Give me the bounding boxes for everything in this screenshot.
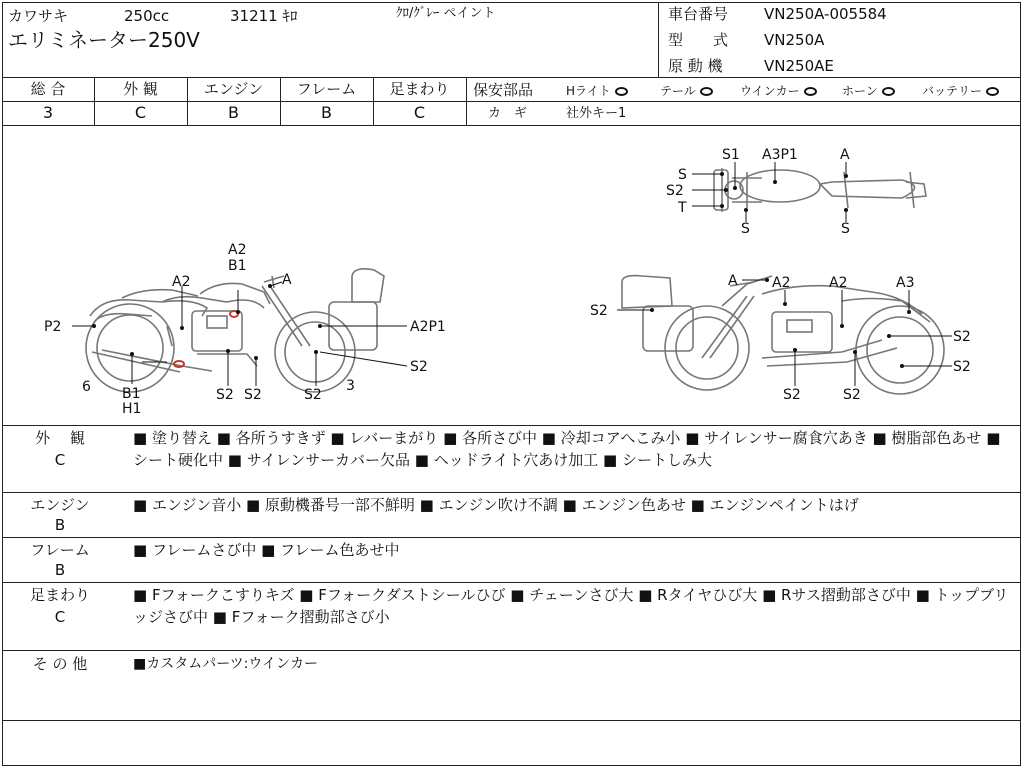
- grade-value-exterior: C: [134, 103, 147, 122]
- damage-diagram: [2, 126, 1021, 424]
- section-text-suspension: ■ Fフォークこすりキズ ■ Fフォークダストシールひび ■ チェーンさび大 ■ Rタイヤひび大 ■ Rサス摺動部さび中 ■ トップブリッジさび中 ■ Fフォーク摺動部さび小: [133, 586, 1009, 626]
- top-view-bike-icon: [714, 168, 926, 212]
- grade-col-5: [466, 77, 467, 125]
- grade-header-exterior: 外 観: [123, 80, 158, 98]
- diag-label: 3: [346, 378, 355, 394]
- color: ｸﾛ/ｸﾞﾚｰ ペイント: [396, 6, 496, 21]
- section-grade-frame: B: [54, 561, 66, 579]
- diag-label: S1: [722, 147, 740, 163]
- diag-label: S2: [783, 387, 801, 403]
- section-grade-exterior: C: [54, 451, 66, 469]
- grade-value-frame: B: [321, 103, 332, 122]
- horn-ok-icon: [882, 87, 895, 96]
- section-text-frame: ■ フレームさび中 ■ フレーム色あせ中: [133, 541, 400, 559]
- diag-label: B1: [228, 258, 247, 274]
- section-divider-2: [2, 537, 1021, 538]
- diag-label: S2: [953, 359, 971, 375]
- diag-label: P2: [44, 319, 62, 335]
- section-label-other: そ の 他: [32, 655, 88, 673]
- diag-label: A2P1: [410, 319, 446, 335]
- diag-label: A2: [172, 274, 191, 290]
- diagram-bottom: [2, 425, 1021, 426]
- diag-label: A: [840, 147, 850, 163]
- diag-label: S2: [216, 387, 234, 403]
- mileage: 31211 ｷﾛ: [230, 7, 298, 25]
- safety-label: 保安部品: [473, 81, 534, 99]
- header-divider: [2, 77, 1021, 78]
- frame-no-label: 車台番号: [668, 5, 729, 23]
- model-name: エリミネーター250V: [8, 28, 200, 52]
- winker-ok-icon: [804, 87, 817, 96]
- diag-label: A2: [228, 242, 247, 258]
- engine-label: 原 動 機: [668, 57, 723, 75]
- section-text-other: ■カスタムパーツ:ウインカー: [133, 656, 318, 672]
- diag-label: A: [282, 272, 292, 288]
- section-divider-4: [2, 650, 1021, 651]
- diag-label: S2: [843, 387, 861, 403]
- section-label-engine: エンジン: [30, 496, 90, 514]
- type-label: 型 式: [668, 31, 729, 49]
- frame-no: VN250A-005584: [764, 5, 887, 23]
- diag-label: S: [841, 221, 850, 237]
- diag-label: 6: [82, 379, 91, 395]
- maker: カワサキ: [8, 7, 69, 25]
- diag-label: S2: [244, 387, 262, 403]
- safety-winker: ウインカー: [740, 82, 817, 100]
- diag-label: S2: [953, 329, 971, 345]
- diag-label: B1: [122, 386, 141, 402]
- safety-tail: テール: [660, 82, 713, 100]
- engine-value: VN250AE: [764, 57, 834, 75]
- diag-label: S2: [410, 359, 428, 375]
- grades-divider: [2, 101, 1021, 102]
- grade-value-total: 3: [42, 103, 54, 122]
- grade-value-engine: B: [228, 103, 239, 122]
- key-label: カ ギ: [488, 106, 528, 121]
- diag-label: S2: [590, 303, 608, 319]
- safety-horn: ホーン: [842, 82, 895, 100]
- grade-header-engine: エンジン: [203, 80, 264, 98]
- left-side-bike-icon: [86, 269, 384, 392]
- diag-label: A2: [772, 275, 791, 291]
- diag-label: A3: [896, 275, 915, 291]
- type-value: VN250A: [764, 31, 825, 49]
- grade-header-frame: フレーム: [296, 80, 357, 98]
- tail-ok-icon: [700, 87, 713, 96]
- section-label-frame: フレーム: [30, 541, 90, 559]
- diag-label: S2: [666, 183, 684, 199]
- key-value: 社外キー1: [566, 106, 627, 121]
- diag-label: S: [741, 221, 750, 237]
- header-vdivider: [658, 2, 659, 77]
- section-text-engine: ■ エンジン音小 ■ 原動機番号一部不鮮明 ■ エンジン吹け不調 ■ エンジン色あせ ■ エンジンペイントはげ: [133, 496, 859, 514]
- section-label-suspension: 足まわり: [29, 586, 90, 604]
- battery-ok-icon: [986, 87, 999, 96]
- section-divider-1: [2, 492, 1021, 493]
- section-label-exterior: 外 観: [35, 429, 85, 447]
- safety-battery: バッテリー: [922, 82, 999, 100]
- diag-label: A3P1: [762, 147, 798, 163]
- section-grade-engine: B: [54, 516, 66, 534]
- headlight-ok-icon: [615, 87, 628, 96]
- grade-value-suspension: C: [413, 103, 426, 122]
- diag-label: T: [678, 200, 687, 216]
- grade-header-suspension: 足まわり: [389, 80, 450, 98]
- displacement: 250cc: [124, 7, 170, 25]
- safety-headlight: Hライト: [566, 82, 628, 100]
- diag-label: A2: [829, 275, 848, 291]
- section-divider-3: [2, 582, 1021, 583]
- section-divider-5: [2, 720, 1021, 721]
- section-grade-suspension: C: [54, 608, 66, 626]
- diag-label: S2: [304, 387, 322, 403]
- diag-label: A: [728, 273, 738, 289]
- section-text-exterior: ■ 塗り替え ■ 各所うすきず ■ レバーまがり ■ 各所さび中 ■ 冷却コアへこみ小 ■ サイレンサー腐食穴あき ■ 樹脂部色あせ ■ シート硬化中 ■ サイレンサーカバー欠品 ■ ヘッドライト穴あけ加工 ■ シートしみ大: [133, 429, 1001, 469]
- grade-header-total: 総 合: [30, 80, 66, 98]
- right-side-bike-icon: [622, 276, 944, 394]
- diag-label: S: [678, 167, 687, 183]
- diag-label: H1: [122, 401, 142, 417]
